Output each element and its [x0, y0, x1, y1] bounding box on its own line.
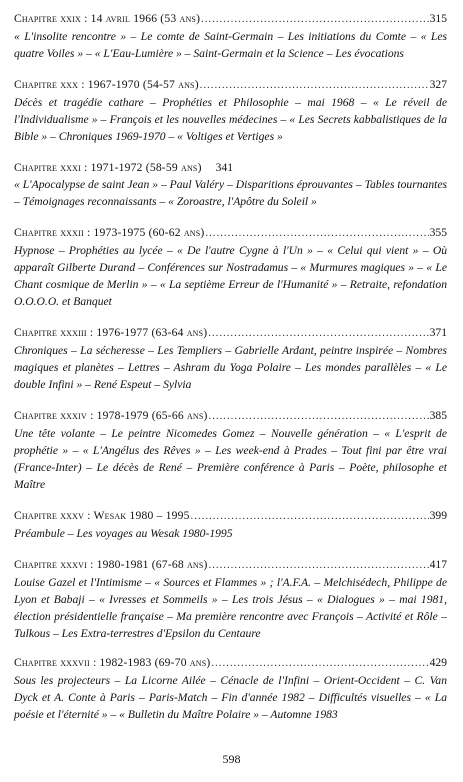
chapter-description: « L'insolite rencontre » – Le comte de Saint-Germain – Les initiations du Comte – « Les quatre Voiles » – « L'Eau-Lumière » – Saint-Germain et la Science – Les évocations — [14, 30, 447, 60]
chapter-description: Sous les projecteurs – La Licorne Ailée – Cénacle de l'Infini – Orient-Occident – C. Van Dyck et A. Conte à Paris – Paris-Match – Fin d'année 1982 – Difficultés visuelles – « La poésie et l'éternité » – « Bulletin du Maître Polaire » – Automne 1983 — [14, 674, 447, 721]
chapter-description: Louise Gazel et l'Intimisme – « Sources et Flammes » ; l'A.F.A. – Melchisédech, Philippe de Lyon et Babaji – « Ivresses et Sommeils » – Les trois Jésus – « Dialogues » – mai 1981, élection présidentielle française – Ma première rencontre avec François – Activité et Rôle – Tulkous – Les Extra-terrestres d'Epsilon du Centaure — [14, 576, 447, 640]
dot-leader — [191, 508, 429, 525]
chapter-title: Chapitre xxxvii : 1982-1983 (69-70 ans) — [14, 656, 211, 669]
chapter-description: Préambule – Les voyages au Wesak 1980-1995 — [14, 527, 233, 540]
page-number: 598 — [222, 752, 241, 766]
toc-entry-heading[interactable] — [14, 507, 447, 525]
dot-leader — [200, 77, 429, 94]
toc-entry-heading[interactable] — [14, 556, 447, 574]
chapter-description: Hypnose – Prophéties au lycée – « De l'autre Cygne à l'Un » – « Celui qui vient » – Où apparaît Gilberte Durand – Conférences sur Nostradamus – « Murmures magiques » – « Le Chant cosmique de Merlin » – « La septième Erreur de l'Humanité » – Retraite, refondation O.O.O.O. et Banquet — [14, 244, 447, 308]
chapter-page-number: 315 — [429, 12, 447, 25]
dot-leader — [209, 557, 429, 574]
chapter-page-number: 399 — [429, 509, 447, 522]
toc-entry — [14, 76, 447, 145]
chapter-title: Chapitre xxx : 1967-1970 (54-57 ans) — [14, 78, 199, 91]
dot-leader — [208, 325, 428, 342]
chapter-title: Chapitre xxxii : 1973-1975 (60-62 ans) — [14, 226, 205, 239]
dot-leader — [211, 655, 428, 672]
toc-entry — [14, 407, 447, 493]
toc-entry — [14, 324, 447, 393]
toc-entry-heading[interactable] — [14, 407, 447, 425]
chapter-page-number: 417 — [429, 558, 447, 571]
chapter-page-number: 327 — [429, 78, 447, 91]
chapter-page-number: 371 — [429, 326, 447, 339]
toc-entry-heading[interactable] — [14, 324, 447, 342]
toc-entry — [14, 10, 447, 62]
toc-entry — [14, 654, 447, 723]
toc-entry-heading[interactable] — [14, 10, 447, 28]
chapter-title: Chapitre xxxvi : 1980-1981 (67-68 ans) — [14, 558, 208, 571]
toc-entry-heading[interactable] — [14, 159, 447, 176]
toc-entry — [14, 556, 447, 642]
toc-entry — [14, 224, 447, 310]
chapter-title: Chapitre xxxiv : 1978-1979 (65-66 ans) — [14, 409, 208, 422]
toc-entry — [14, 159, 447, 210]
chapter-description: Chroniques – La sécheresse – Les Templiers – Gabrielle Ardant, peintre inspirée – Nombres magiques et planètes – Lettres – Ashram du Yoga Polaire – Les mondes parallèles – « Le double Infini » – René Espeut – Sylvia — [14, 344, 447, 391]
toc-entry — [14, 507, 447, 542]
chapter-page-number: 341 — [215, 161, 234, 174]
chapter-title: Chapitre xxxi : 1971-1972 (58-59 ans) — [14, 161, 202, 174]
toc-entry-heading[interactable] — [14, 654, 447, 672]
chapter-title: Chapitre xxix : 14 avril 1966 (53 ans) — [14, 12, 201, 25]
dot-leader — [209, 408, 429, 425]
dot-leader — [201, 11, 428, 28]
chapter-description: « L'Apocalypse de saint Jean » – Paul Valéry – Disparitions éprouvantes – Tables tournantes – Témoignages reconnaissants – « Zoroastre, l'Apôtre du Soleil » — [14, 178, 447, 208]
chapter-page-number: 385 — [429, 409, 447, 422]
chapter-page-number: 429 — [429, 656, 447, 669]
chapter-description: Une tête volante – Le peintre Nicomedes Gomez – Nouvelle génération – « L'esprit de prophétie » – « L'Angélus des Rêves » – Les week-end à Prades – Tout fini par être vrai (France-Inter) – Le décès de René – Première conférence à Paris – Poète, philosophe et Maître — [14, 427, 447, 491]
chapter-page-number: 355 — [429, 226, 447, 239]
dot-leader — [206, 225, 429, 242]
chapter-title: Chapitre xxxiii : 1976-1977 (63-64 ans) — [14, 326, 208, 339]
toc-entry-heading[interactable] — [14, 76, 447, 94]
chapter-title: Chapitre xxxv : Wesak 1980 – 1995 — [14, 509, 190, 522]
chapter-description: Décès et tragédie cathare – Prophéties et Philosophie – mai 1968 – « Le réveil de l'Individualisme » – François et les nouvelles médecines – « Les Secrets kabbalistiques de la Bible » – Chroniques 1969-1970 – « Voltiges et Vertiges » — [14, 96, 447, 143]
table-of-contents — [14, 10, 447, 737]
toc-entry-heading[interactable] — [14, 224, 447, 242]
